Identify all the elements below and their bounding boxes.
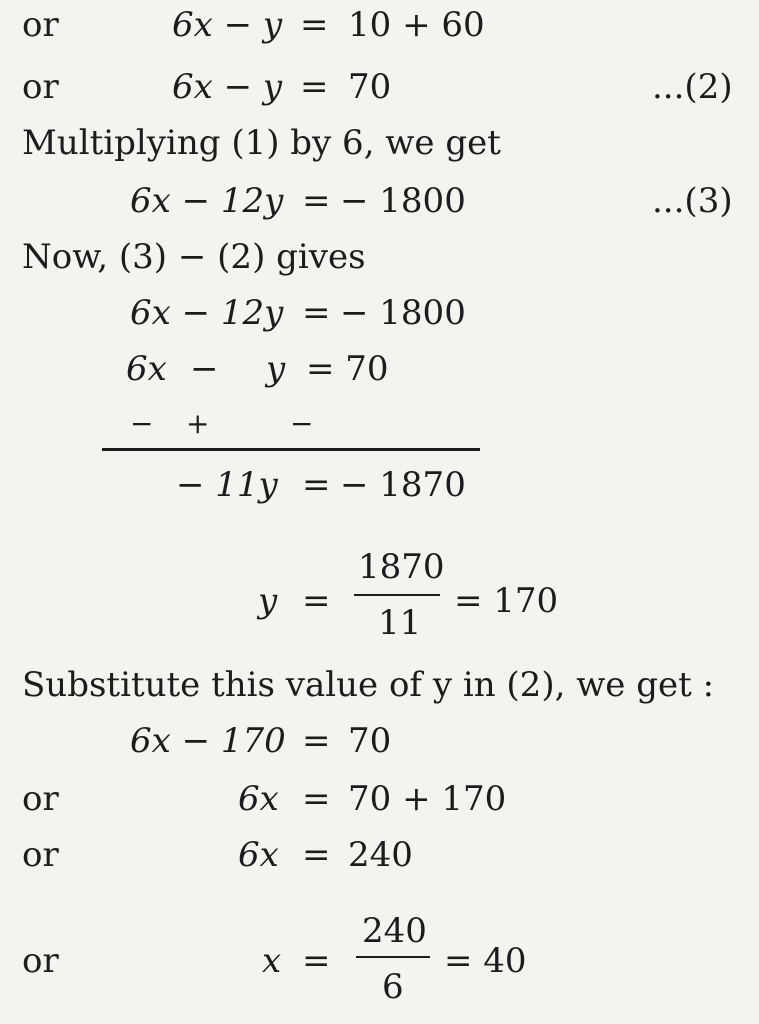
equation-lhs: 6x − 170 — [130, 721, 286, 761]
equation-term: y — [266, 349, 286, 389]
equation-lhs: 6x − 12y — [130, 293, 284, 333]
equation-rhs: = 70 — [306, 349, 389, 389]
minus-sign: − — [190, 349, 219, 389]
variable: x — [262, 941, 282, 981]
or-label: or — [22, 5, 59, 45]
equation-tag: ...(2) — [652, 67, 733, 107]
equals-sign: = — [300, 67, 329, 107]
equals-sign: = — [302, 181, 331, 221]
equals-sign: = — [302, 941, 331, 981]
equation-tag: ...(3) — [652, 181, 733, 221]
text-line: Now, (3) − (2) gives — [22, 237, 366, 277]
equation-rhs: − 1870 — [340, 465, 466, 505]
equation-rhs: 240 — [348, 835, 413, 875]
equals-sign: = — [302, 465, 331, 505]
equation-lhs: 6x − y — [172, 5, 283, 45]
sign-change: − — [130, 407, 154, 440]
equals-sign: = — [302, 293, 331, 333]
equals-sign: = — [302, 581, 331, 621]
equation-lhs: − 11y — [176, 465, 278, 505]
equals-sign: = — [300, 5, 329, 45]
equation-rhs: 70 + 170 — [348, 779, 507, 819]
equation-lhs: 6x − 12y — [130, 181, 284, 221]
equation-rhs: − 1800 — [340, 293, 466, 333]
equals-sign: = — [302, 779, 331, 819]
fraction-numerator: 240 — [362, 911, 427, 951]
equation-rhs: 70 — [348, 67, 392, 107]
fraction-bar — [354, 594, 440, 596]
fraction-numerator: 1870 — [358, 547, 445, 587]
equation-rhs: − 1800 — [340, 181, 466, 221]
equation-lhs: 6x — [238, 835, 279, 875]
sign-change: − — [290, 407, 314, 440]
text-line: Multiplying (1) by 6, we get — [22, 123, 501, 163]
fraction-denominator: 6 — [382, 967, 404, 1007]
or-label: or — [22, 779, 59, 819]
fraction-bar — [356, 956, 430, 958]
equation-rhs: 10 + 60 — [348, 5, 485, 45]
equation-result: = 40 — [444, 941, 527, 981]
variable: y — [258, 581, 278, 621]
subtraction-rule — [102, 448, 480, 451]
or-label: or — [22, 67, 59, 107]
text-line: Substitute this value of y in (2), we get : — [22, 665, 715, 705]
fraction-denominator: 11 — [378, 603, 422, 643]
sign-change: + — [186, 407, 210, 440]
equals-sign: = — [302, 835, 331, 875]
or-label: or — [22, 941, 59, 981]
equation-lhs: 6x — [238, 779, 279, 819]
equals-sign: = — [302, 721, 331, 761]
equation-lhs: 6x − y — [172, 67, 283, 107]
equation-term: 6x — [126, 349, 167, 389]
or-label: or — [22, 835, 59, 875]
equation-result: = 170 — [454, 581, 559, 621]
equation-rhs: 70 — [348, 721, 392, 761]
